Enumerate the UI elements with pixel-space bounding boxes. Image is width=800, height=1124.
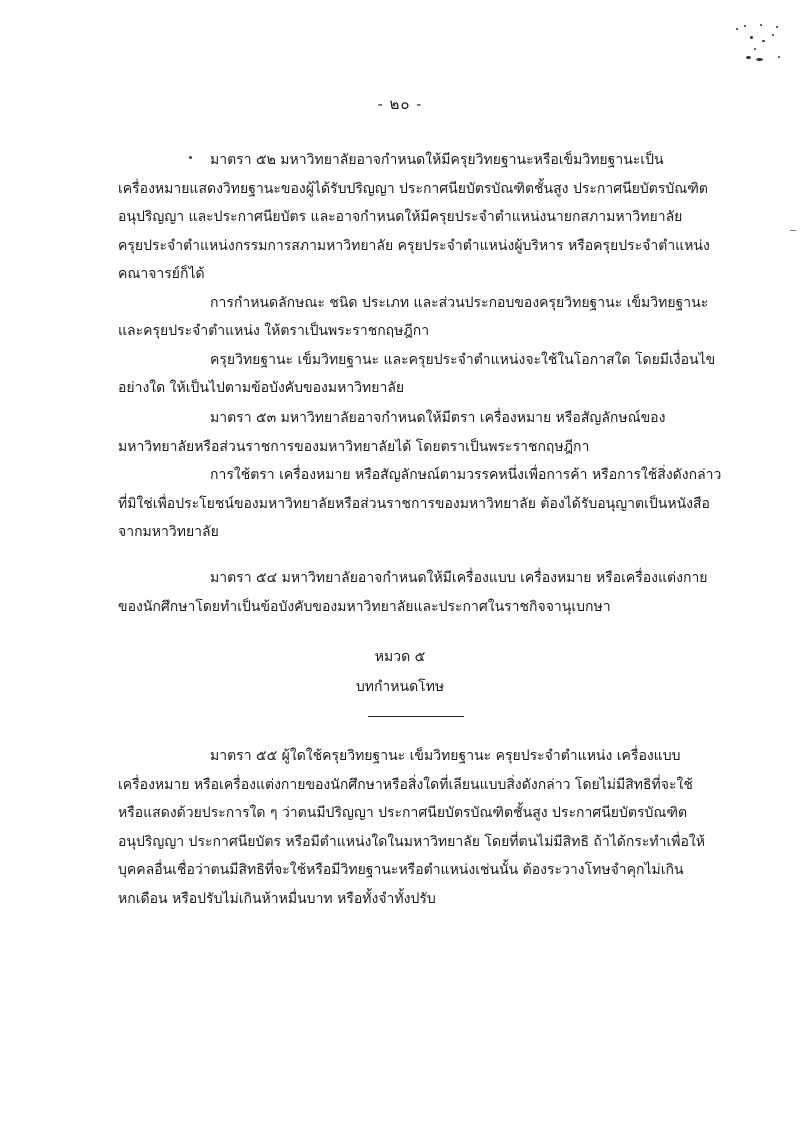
scan-noise	[732, 22, 788, 68]
section-53	[118, 404, 722, 547]
section-53-line: มาตรา ๕๓ มหาวิทยาลัยอาจกำหนดให้มีตรา เครื่องหมาย หรือสัญลักษณ์ของ	[210, 410, 666, 426]
page-number: - ๒๐ -	[377, 95, 423, 113]
section-52-line: อนุปริญญา และประกาศนียบัตร และอาจกำหนดให้มีครุยประจำตำแหน่งนายกสภามหาวิทยาลัย	[118, 209, 683, 225]
scan-speck	[790, 230, 796, 231]
section-55-line: หรือแสดงด้วยประการใด ๆ ว่าตนมีปริญญา ประกาศนียบัตรบัณฑิตชั้นสูง ประกาศนียบัตรบัณฑิต	[118, 805, 688, 821]
section-55-line: บุคคลอื่นเชื่อว่าตนมีสิทธิที่จะใช้หรือมีวิทยฐานะหรือตำแหน่งเช่นนั้น ต้องระวางโทษจำคุกไม่เกิน	[118, 862, 684, 878]
chapter-title: บทกำหนดโทษ	[355, 679, 445, 695]
section-52	[118, 146, 718, 403]
section-55-line: อนุปริญญา ประกาศนียบัตร หรือมีตำแหน่งใดในมหาวิทยาลัย โดยที่ตนไม่มีสิทธิ ถ้าได้กระทำเพื่อให้	[118, 833, 705, 850]
section-53-paragraph-2-line: ที่มิใช่เพื่อประโยชน์ของมหาวิทยาลัยหรือส่วนราชการของมหาวิทยาลัย ต้องได้รับอนุญาตเป็นหนังสือ	[118, 495, 710, 512]
section-52-paragraph-3-line: ครุยวิทยฐานะ เข็มวิทยฐานะ และครุยประจำตำแหน่งจะใช้ในโอกาสใด โดยมีเงื่อนไข	[210, 351, 716, 368]
chapter-divider	[368, 716, 464, 717]
section-55-line: หกเดือน หรือปรับไม่เกินห้าหมื่นบาท หรือทั้งจำทั้งปรับ	[118, 890, 436, 907]
section-52-paragraph-2-line: และครุยประจำตำแหน่ง ให้ตราเป็นพระราชกฤษฎีกา	[118, 323, 430, 339]
section-52-paragraph-2-line: การกำหนดลักษณะ ชนิด ประเภท และส่วนประกอบของครุยวิทยฐานะ เข็มวิทยฐานะ	[210, 294, 709, 311]
section-52-line: มาตรา ๕๒ มหาวิทยาลัยอาจกำหนดให้มีครุยวิทยฐานะหรือเข็มวิทยฐานะเป็น	[210, 152, 664, 168]
section-54-line: ของนักศึกษาโดยทำเป็นข้อบังคับของมหาวิทยาลัยและประกาศในราชกิจจานุเบกษา	[118, 598, 611, 615]
section-53-paragraph-2-line: การใช้ตรา เครื่องหมาย หรือสัญลักษณ์ตามวรรคหนึ่งเพื่อการค้า หรือการใช้สิ่งดังกล่าว	[210, 467, 722, 483]
chapter-number: หมวด ๕	[374, 649, 426, 665]
chapter-heading	[0, 642, 800, 702]
section-52-line: คณาจารย์ก็ได้	[118, 266, 205, 282]
section-53-paragraph-2-line: จากมหาวิทยาลัย	[118, 524, 219, 540]
section-55-line: เครื่องหมาย หรือเครื่องแต่งกายของนักศึกษาหรือสิ่งใดที่เลียนแบบสิ่งดังกล่าว โดยไม่มีสิทธิที่จะใช้	[118, 776, 693, 793]
section-52-line: เครื่องหมายแสดงวิทยฐานะของผู้ได้รับปริญญา ประกาศนียบัตรบัณฑิตชั้นสูง ประกาศนียบัตรบัณฑิต	[118, 180, 708, 197]
section-55	[118, 742, 718, 913]
section-53-line: มหาวิทยาลัยหรือส่วนราชการของมหาวิทยาลัยได้ โดยตราเป็นพระราชกฤษฎีกา	[118, 438, 590, 455]
section-54	[118, 564, 718, 621]
section-52-line: ครุยประจำตำแหน่งกรรมการสภามหาวิทยาลัย ครุยประจำตำแหน่งผู้บริหาร หรือครุยประจำตำแหน่ง	[118, 237, 710, 254]
section-52-paragraph-3-line: อย่างใด ให้เป็นไปตามข้อบังคับของมหาวิทยาลัย	[118, 380, 405, 396]
section-54-line: มาตรา ๕๔ มหาวิทยาลัยอาจกำหนดให้มีเครื่องแบบ เครื่องหมาย หรือเครื่องแต่งกาย	[210, 570, 708, 586]
section-55-line: มาตรา ๕๕ ผู้ใดใช้ครุยวิทยฐานะ เข็มวิทยฐานะ ครุยประจำตำแหน่ง เครื่องแบบ	[210, 748, 681, 764]
